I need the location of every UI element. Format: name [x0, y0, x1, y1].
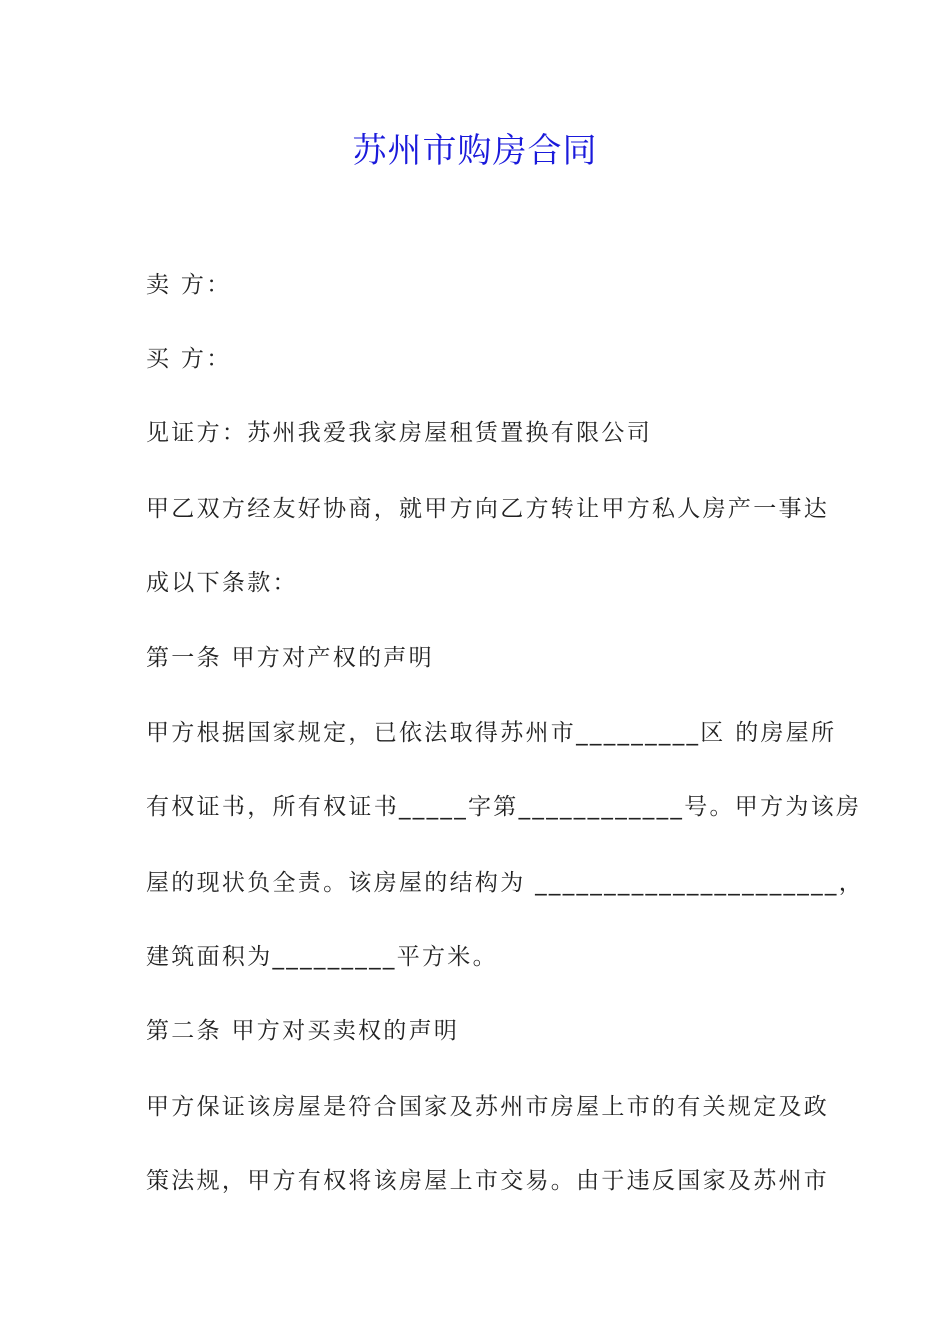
article-1-line-1: 甲方根据国家规定，已依法取得苏州市_________区 的房屋所	[146, 720, 837, 746]
intro-line-1: 甲乙双方经友好协商，就甲方向乙方转让甲方私人房产一事达	[146, 496, 830, 522]
document-title: 苏州市购房合同	[352, 131, 598, 171]
buyer-line: 买 方：	[146, 346, 232, 372]
seller-line: 卖 方：	[146, 272, 232, 298]
witness-line: 见证方：苏州我爱我家房屋租赁置换有限公司	[146, 420, 652, 446]
article-2-line-2: 策法规，甲方有权将该房屋上市交易。由于违反国家及苏州市	[146, 1168, 830, 1194]
article-1-line-3: 屋的现状负全责。该房屋的结构为 ______________________，	[146, 870, 865, 896]
article-1-line-2: 有权证书，所有权证书_____字第____________号。甲方为该房	[146, 794, 862, 820]
article-2-line-1: 甲方保证该房屋是符合国家及苏州市房屋上市的有关规定及政	[146, 1094, 830, 1120]
intro-line-2: 成以下条款：	[146, 570, 298, 596]
article-1-line-4: 建筑面积为_________平方米。	[146, 944, 498, 970]
article-1-heading: 第一条 甲方对产权的声明	[146, 645, 434, 671]
article-2-heading: 第二条 甲方对买卖权的声明	[146, 1018, 460, 1044]
